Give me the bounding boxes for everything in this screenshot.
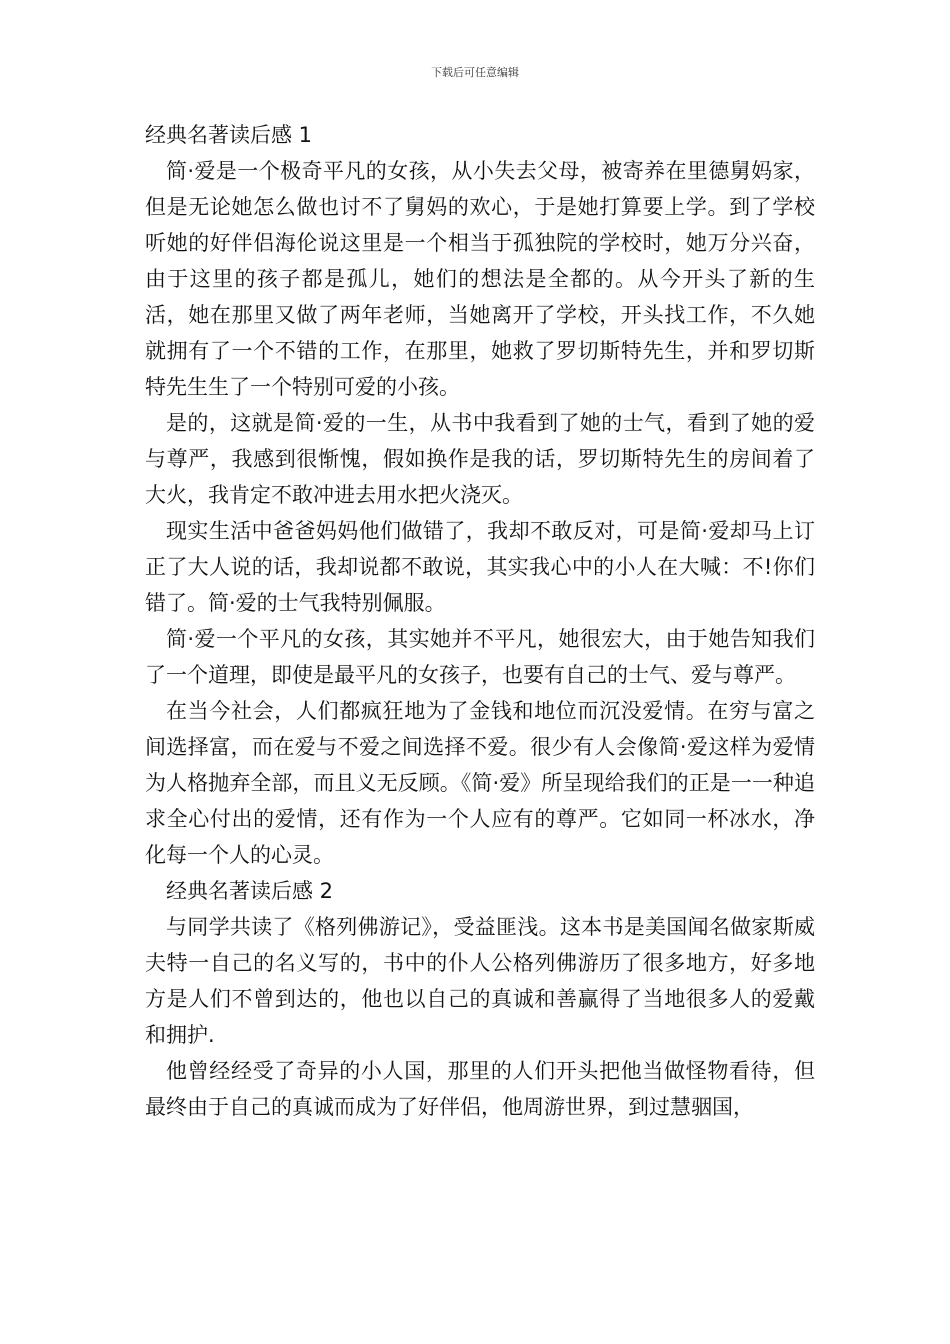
section-heading-2: 经典名著读后感 2: [166, 879, 334, 903]
paragraph: 他曾经经受了奇异的小人国，那里的人们开头把他当做怪物看待，但最终由于自己的真诚而成为了好伴侣，他周游世界，到过慧骃国，: [145, 1059, 815, 1119]
paragraph: 现实生活中爸爸妈妈他们做错了，我却不敢反对，可是简·爱却马上订正了大人说的话，我却说都不敢说，其实我心中的小人在大喊：不!你们错了。简·爱的士气我特别佩服。: [145, 519, 815, 615]
paragraph: 在当今社会，人们都疯狂地为了金钱和地位而沉没爱情。在穷与富之间选择富，而在爱与不爱之间选择不爱。很少有人会像简·爱这样为爱情为人格抛弃全部，而且义无反顾。《简·爱》所呈现给我们的正是一一种追求全心付出的爱情，还有作为一个人应有的尊严。它如同一杯冰水，净化每一个人的心灵。: [145, 699, 815, 867]
paragraph: 与同学共读了《格列佛游记》，受益匪浅。这本书是美国闻名做家斯威夫特一自己的名义写的，书中的仆人公格列佛游历了很多地方，好多地方是人们不曾到达的，他也以自己的真诚和善赢得了当地很多人的爱戴和拥护.: [145, 915, 815, 1047]
article-body: [145, 117, 815, 1125]
page-header: 下载后可任意编辑: [431, 66, 519, 79]
paragraph: 是的，这就是简·爱的一生，从书中我看到了她的士气，看到了她的爱与尊严，我感到很惭愧，假如换作是我的话，罗切斯特先生的房间着了大火，我肯定不敢冲进去用水把火浇灭。: [145, 411, 815, 507]
section-heading-1: 经典名著读后感 1: [145, 123, 313, 147]
paragraph: 简·爱是一个极奇平凡的女孩，从小失去父母，被寄养在里德舅妈家，但是无论她怎么做也讨不了舅妈的欢心，于是她打算要上学。到了学校听她的好伴侣海伦说这里是一个相当于孤独院的学校时，她万分兴奋，由于这里的孩子都是孤儿，她们的想法是全都的。从今开头了新的生活，她在那里又做了两年老师，当她离开了学校，开头找工作，不久她就拥有了一个不错的工作，在那里，她救了罗切斯特先生，并和罗切斯特先生生了一个特别可爱的小孩。: [145, 159, 815, 399]
paragraph: 简·爱一个平凡的女孩，其实她并不平凡，她很宏大，由于她告知我们了一个道理，即使是最平凡的女孩子，也要有自己的士气、爱与尊严。: [145, 627, 815, 687]
